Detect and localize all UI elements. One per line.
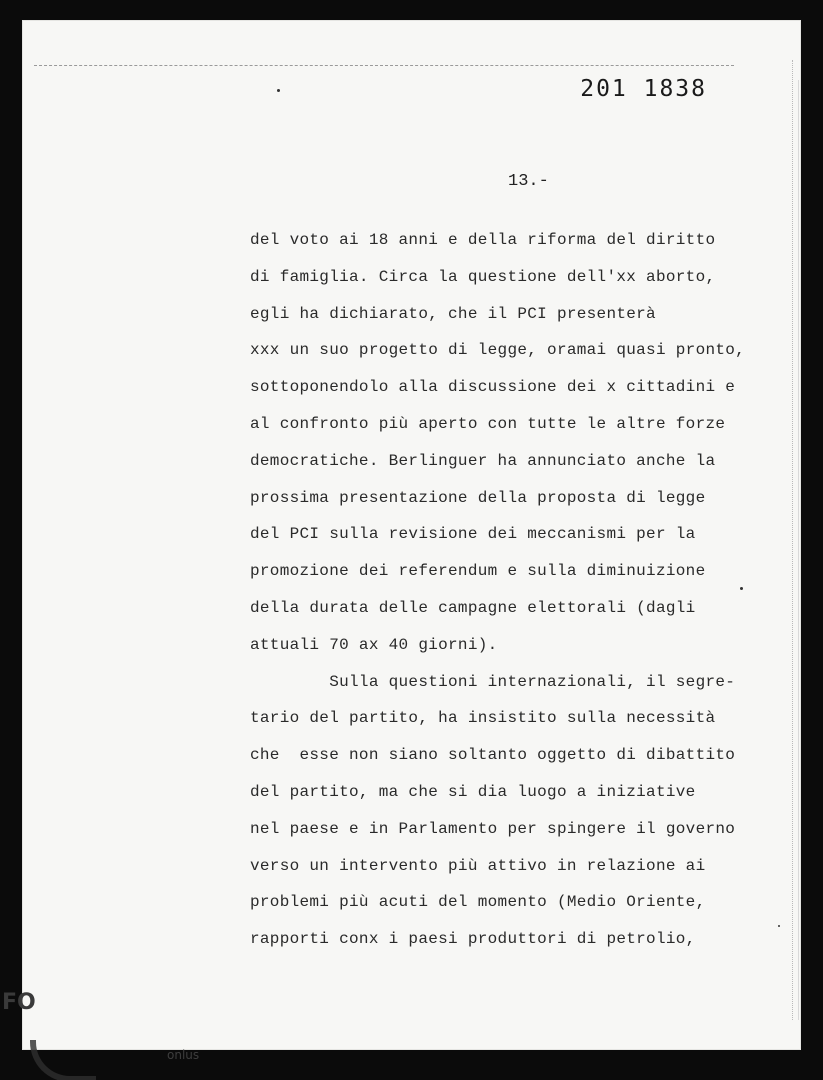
body-line: egli ha dichiarato, che il PCI presenterà	[250, 305, 656, 323]
body-line: sottoponendolo alla discussione dei x cittadini e	[250, 378, 736, 396]
body-line: della durata delle campagne elettorali (dagli	[250, 599, 696, 617]
document-page	[22, 20, 801, 1050]
body-line: del PCI sulla revisione dei meccanismi per la	[250, 525, 696, 543]
body-line: del partito, ma che si dia luogo a iniziative	[250, 783, 696, 801]
body-line: che esse non siano soltanto oggetto di dibattito	[250, 746, 736, 764]
body-line: prossima presentazione della proposta di legge	[250, 489, 706, 507]
watermark-logo-text: FO	[2, 990, 36, 1015]
body-line: xxx un suo progetto di legge, oramai quasi pronto,	[250, 341, 746, 359]
body-line: tario del partito, ha insistito sulla necessità	[250, 709, 716, 727]
typed-body-text	[22, 20, 801, 1050]
body-line: rapporti conx i paesi produttori di petrolio,	[250, 930, 696, 948]
watermark-onlus: onlus	[167, 1048, 200, 1062]
body-line: promozione dei referendum e sulla diminuizione	[250, 562, 706, 580]
body-line: democratiche. Berlinguer ha annunciato anche la	[250, 452, 716, 470]
archive-number: 201 1838	[580, 76, 707, 102]
watermark-logo-icon	[30, 1040, 96, 1080]
body-line: di famiglia. Circa la questione dell'xx aborto,	[250, 268, 716, 286]
body-line: verso un intervento più attivo in relazione ai	[250, 857, 706, 875]
body-line: problemi più acuti del momento (Medio Oriente,	[250, 893, 706, 911]
body-line: nel paese e in Parlamento per spingere il governo	[250, 820, 736, 838]
body-line: attuali 70 ax 40 giorni).	[250, 636, 498, 654]
body-line: Sulla questioni internazionali, il segre-	[250, 673, 736, 691]
body-line: del voto ai 18 anni e della riforma del diritto	[250, 231, 716, 249]
page-number: 13.-	[508, 172, 549, 191]
body-line: al confronto più aperto con tutte le altre forze	[250, 415, 726, 433]
